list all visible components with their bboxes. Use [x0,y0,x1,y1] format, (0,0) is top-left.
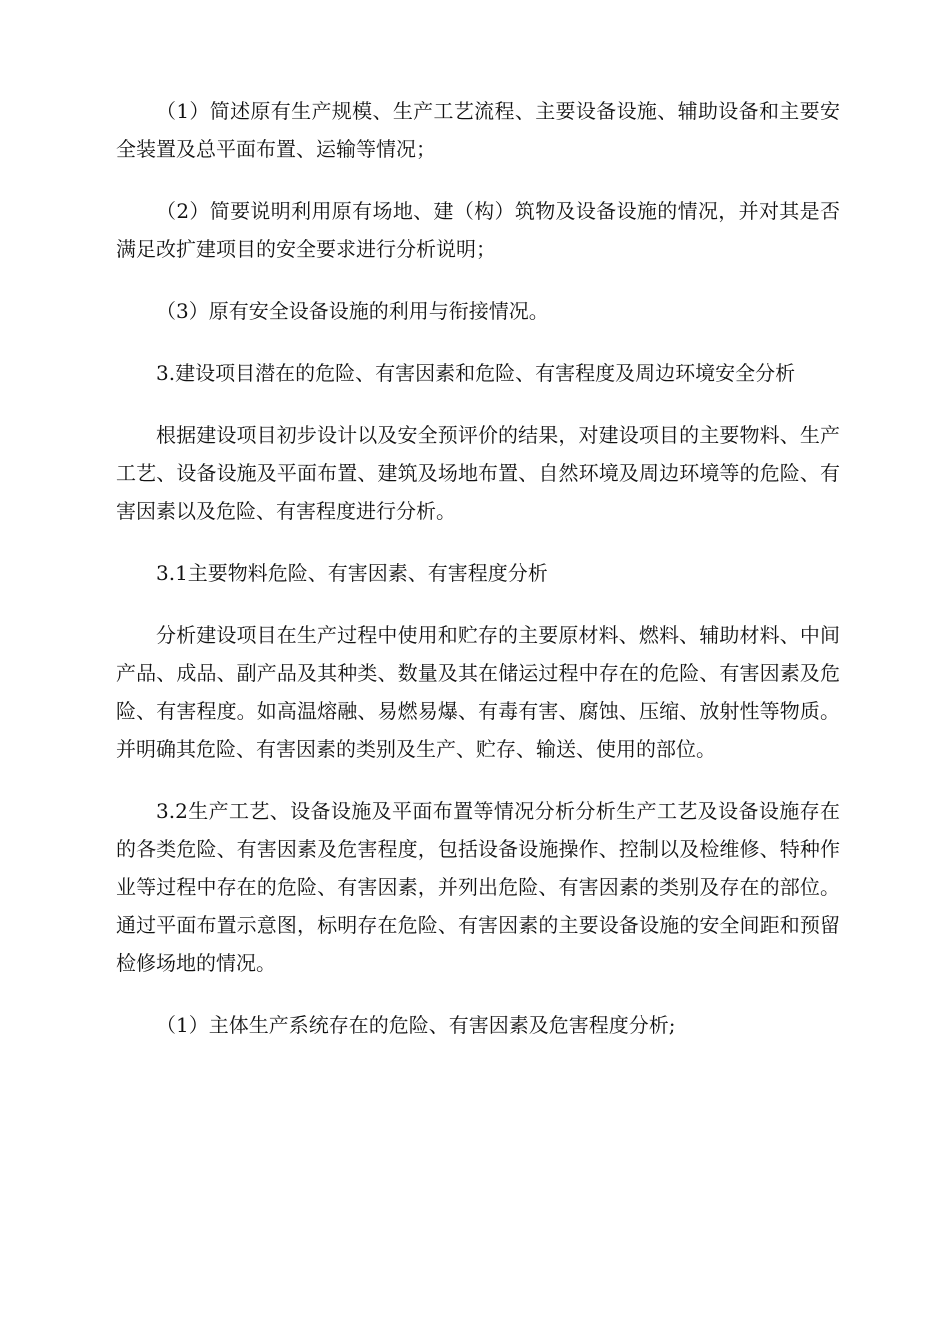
section-heading-3-1: 3.1主要物料危险、有害因素、有害程度分析 [156,561,548,585]
paragraph-existing-site-usage: （2）简要说明利用原有场地、建（构）筑物及设备设施的情况，并对其是否满足改扩建项目的安全要求进行分析说明； [116,199,840,261]
paragraph-existing-production: （1）简述原有生产规模、生产工艺流程、主要设备设施、辅助设备和主要安全装置及总平面布置、运输等情况； [116,99,840,161]
section-heading-3: 3.建设项目潜在的危险、有害因素和危险、有害程度及周边环境安全分析 [156,361,796,385]
paragraph-existing-safety-facilities: （3）原有安全设备设施的利用与衔接情况。 [156,299,549,323]
paragraph-main-production-system: （1）主体生产系统存在的危险、有害因素及危害程度分析; [156,1013,676,1037]
paragraph-material-analysis: 分析建设项目在生产过程中使用和贮存的主要原材料、燃料、辅助材料、中间产品、成品、副产品及其种类、数量及其在储运过程中存在的危险、有害因素及危险、有害程度。如高温熔融、易燃易爆、有毒有害、腐蚀、压缩、放射性等物质。并明确其危险、有害因素的类别及生产、贮存、输送、使用的部位。 [116,623,840,761]
document-body [116,92,840,1068]
paragraph-process-equipment-analysis: 3.2生产工艺、设备设施及平面布置等情况分析分析生产工艺及设备设施存在的各类危险、有害因素及危害程度，包括设备设施操作、控制以及检维修、特种作业等过程中存在的危险、有害因素，并列出危险、有害因素的类别及存在的部位。通过平面布置示意图，标明存在危险、有害因素的主要设备设施的安全间距和预留检修场地的情况。 [116,799,840,975]
paragraph-analysis-basis: 根据建设项目初步设计以及安全预评价的结果，对建设项目的主要物料、生产工艺、设备设施及平面布置、建筑及场地布置、自然环境及周边环境等的危险、有害因素以及危险、有害程度进行分析。 [116,423,840,523]
